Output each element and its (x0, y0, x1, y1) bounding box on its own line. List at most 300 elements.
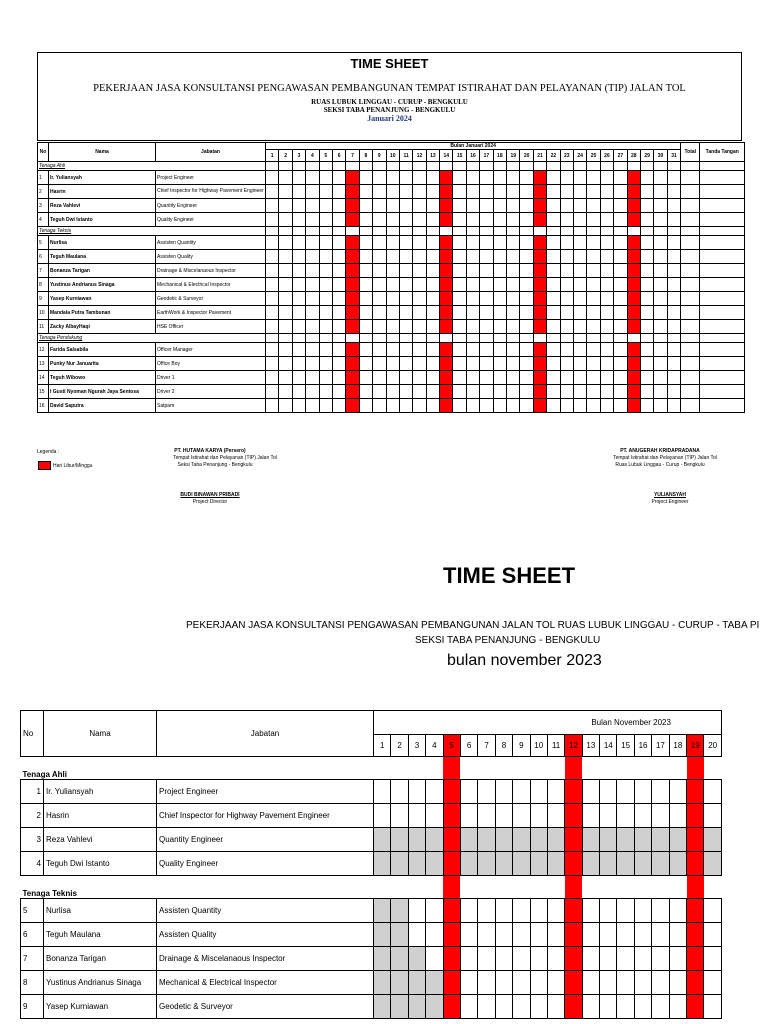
signature-cell[interactable] (700, 199, 745, 213)
attendance-cell[interactable] (507, 278, 520, 292)
attendance-cell[interactable] (266, 343, 279, 357)
attendance-cell[interactable] (373, 371, 386, 385)
attendance-cell[interactable] (654, 371, 667, 385)
attendance-cell[interactable] (332, 199, 345, 213)
attendance-cell[interactable] (399, 185, 412, 199)
attendance-cell[interactable] (587, 343, 600, 357)
attendance-cell[interactable] (640, 250, 653, 264)
attendance-cell[interactable] (513, 971, 530, 995)
attendance-cell[interactable] (547, 804, 564, 828)
attendance-cell[interactable] (614, 292, 627, 306)
holiday-cell[interactable] (440, 306, 453, 320)
attendance-cell[interactable] (408, 852, 425, 876)
attendance-cell[interactable] (640, 236, 653, 250)
attendance-cell[interactable] (391, 804, 408, 828)
attendance-cell[interactable] (587, 185, 600, 199)
attendance-cell[interactable] (495, 971, 512, 995)
attendance-cell[interactable] (408, 780, 425, 804)
attendance-cell[interactable] (614, 371, 627, 385)
attendance-cell[interactable] (667, 250, 681, 264)
attendance-cell[interactable] (587, 250, 600, 264)
attendance-cell[interactable] (359, 236, 372, 250)
attendance-cell[interactable] (359, 292, 372, 306)
attendance-cell[interactable] (654, 185, 667, 199)
attendance-cell[interactable] (413, 399, 426, 413)
attendance-cell[interactable] (374, 923, 391, 947)
attendance-cell[interactable] (587, 320, 600, 334)
attendance-cell[interactable] (573, 357, 586, 371)
attendance-cell[interactable] (640, 306, 653, 320)
attendance-cell[interactable] (399, 250, 412, 264)
attendance-cell[interactable] (614, 343, 627, 357)
holiday-cell[interactable] (565, 899, 582, 923)
attendance-cell[interactable] (513, 923, 530, 947)
attendance-cell[interactable] (426, 971, 443, 995)
attendance-cell[interactable] (640, 292, 653, 306)
attendance-cell[interactable] (547, 780, 564, 804)
attendance-cell[interactable] (413, 371, 426, 385)
holiday-cell[interactable] (346, 171, 359, 185)
attendance-cell[interactable] (408, 804, 425, 828)
holiday-cell[interactable] (346, 306, 359, 320)
attendance-cell[interactable] (332, 171, 345, 185)
attendance-cell[interactable] (654, 306, 667, 320)
attendance-cell[interactable] (292, 250, 305, 264)
attendance-cell[interactable] (266, 236, 279, 250)
attendance-cell[interactable] (495, 947, 512, 971)
attendance-cell[interactable] (669, 971, 686, 995)
attendance-cell[interactable] (652, 995, 669, 1019)
holiday-cell[interactable] (346, 343, 359, 357)
attendance-cell[interactable] (359, 385, 372, 399)
attendance-cell[interactable] (292, 306, 305, 320)
attendance-cell[interactable] (399, 236, 412, 250)
attendance-cell[interactable] (279, 292, 292, 306)
holiday-cell[interactable] (627, 399, 640, 413)
attendance-cell[interactable] (614, 171, 627, 185)
attendance-cell[interactable] (600, 971, 617, 995)
attendance-cell[interactable] (386, 185, 399, 199)
attendance-cell[interactable] (614, 185, 627, 199)
attendance-cell[interactable] (582, 852, 599, 876)
holiday-cell[interactable] (533, 399, 546, 413)
holiday-cell[interactable] (346, 236, 359, 250)
attendance-cell[interactable] (413, 213, 426, 227)
attendance-cell[interactable] (266, 357, 279, 371)
holiday-cell[interactable] (687, 852, 704, 876)
attendance-cell[interactable] (332, 185, 345, 199)
attendance-cell[interactable] (617, 780, 634, 804)
attendance-cell[interactable] (386, 357, 399, 371)
attendance-cell[interactable] (495, 923, 512, 947)
attendance-cell[interactable] (530, 947, 547, 971)
attendance-cell[interactable] (704, 995, 722, 1019)
attendance-cell[interactable] (332, 357, 345, 371)
attendance-cell[interactable] (600, 292, 613, 306)
attendance-cell[interactable] (507, 250, 520, 264)
holiday-cell[interactable] (565, 780, 582, 804)
holiday-cell[interactable] (346, 250, 359, 264)
attendance-cell[interactable] (391, 899, 408, 923)
attendance-cell[interactable] (654, 264, 667, 278)
attendance-cell[interactable] (640, 357, 653, 371)
attendance-cell[interactable] (373, 357, 386, 371)
attendance-cell[interactable] (573, 264, 586, 278)
attendance-cell[interactable] (478, 828, 495, 852)
attendance-cell[interactable] (426, 923, 443, 947)
attendance-cell[interactable] (654, 320, 667, 334)
attendance-cell[interactable] (466, 320, 479, 334)
attendance-cell[interactable] (634, 899, 651, 923)
attendance-cell[interactable] (408, 899, 425, 923)
attendance-cell[interactable] (426, 371, 439, 385)
attendance-cell[interactable] (399, 171, 412, 185)
holiday-cell[interactable] (627, 264, 640, 278)
attendance-cell[interactable] (614, 264, 627, 278)
attendance-cell[interactable] (507, 320, 520, 334)
attendance-cell[interactable] (292, 185, 305, 199)
holiday-cell[interactable] (627, 385, 640, 399)
attendance-cell[interactable] (374, 899, 391, 923)
attendance-cell[interactable] (667, 357, 681, 371)
attendance-cell[interactable] (652, 899, 669, 923)
holiday-cell[interactable] (346, 371, 359, 385)
holiday-cell[interactable] (440, 357, 453, 371)
holiday-cell[interactable] (687, 923, 704, 947)
attendance-cell[interactable] (391, 828, 408, 852)
holiday-cell[interactable] (443, 852, 460, 876)
attendance-cell[interactable] (466, 185, 479, 199)
attendance-cell[interactable] (617, 923, 634, 947)
attendance-cell[interactable] (453, 250, 466, 264)
attendance-cell[interactable] (547, 971, 564, 995)
attendance-cell[interactable] (359, 264, 372, 278)
attendance-cell[interactable] (652, 971, 669, 995)
holiday-cell[interactable] (443, 804, 460, 828)
attendance-cell[interactable] (547, 250, 560, 264)
attendance-cell[interactable] (704, 923, 722, 947)
holiday-cell[interactable] (443, 780, 460, 804)
attendance-cell[interactable] (600, 852, 617, 876)
attendance-cell[interactable] (652, 947, 669, 971)
attendance-cell[interactable] (547, 213, 560, 227)
attendance-cell[interactable] (667, 199, 681, 213)
attendance-cell[interactable] (373, 213, 386, 227)
attendance-cell[interactable] (466, 343, 479, 357)
attendance-cell[interactable] (292, 357, 305, 371)
attendance-cell[interactable] (582, 780, 599, 804)
attendance-cell[interactable] (560, 278, 573, 292)
holiday-cell[interactable] (346, 320, 359, 334)
attendance-cell[interactable] (493, 292, 506, 306)
attendance-cell[interactable] (266, 399, 279, 413)
attendance-cell[interactable] (426, 343, 439, 357)
attendance-cell[interactable] (319, 343, 332, 357)
attendance-cell[interactable] (654, 385, 667, 399)
attendance-cell[interactable] (704, 828, 722, 852)
holiday-cell[interactable] (443, 995, 460, 1019)
attendance-cell[interactable] (478, 780, 495, 804)
attendance-cell[interactable] (667, 399, 681, 413)
attendance-cell[interactable] (359, 250, 372, 264)
attendance-cell[interactable] (587, 292, 600, 306)
attendance-cell[interactable] (600, 828, 617, 852)
attendance-cell[interactable] (374, 995, 391, 1019)
attendance-cell[interactable] (587, 399, 600, 413)
attendance-cell[interactable] (560, 213, 573, 227)
attendance-cell[interactable] (332, 292, 345, 306)
attendance-cell[interactable] (600, 804, 617, 828)
attendance-cell[interactable] (600, 306, 613, 320)
attendance-cell[interactable] (560, 250, 573, 264)
attendance-cell[interactable] (573, 385, 586, 399)
attendance-cell[interactable] (319, 236, 332, 250)
attendance-cell[interactable] (279, 320, 292, 334)
attendance-cell[interactable] (399, 292, 412, 306)
attendance-cell[interactable] (374, 947, 391, 971)
attendance-cell[interactable] (413, 250, 426, 264)
attendance-cell[interactable] (426, 278, 439, 292)
holiday-cell[interactable] (440, 343, 453, 357)
attendance-cell[interactable] (373, 306, 386, 320)
attendance-cell[interactable] (332, 399, 345, 413)
attendance-cell[interactable] (266, 292, 279, 306)
holiday-cell[interactable] (346, 213, 359, 227)
attendance-cell[interactable] (520, 306, 533, 320)
attendance-cell[interactable] (426, 171, 439, 185)
attendance-cell[interactable] (530, 971, 547, 995)
attendance-cell[interactable] (587, 264, 600, 278)
attendance-cell[interactable] (306, 292, 319, 306)
holiday-cell[interactable] (346, 264, 359, 278)
attendance-cell[interactable] (600, 899, 617, 923)
attendance-cell[interactable] (480, 385, 493, 399)
attendance-cell[interactable] (573, 250, 586, 264)
attendance-cell[interactable] (530, 899, 547, 923)
attendance-cell[interactable] (306, 320, 319, 334)
attendance-cell[interactable] (408, 947, 425, 971)
attendance-cell[interactable] (266, 185, 279, 199)
attendance-cell[interactable] (600, 171, 613, 185)
holiday-cell[interactable] (440, 371, 453, 385)
attendance-cell[interactable] (582, 899, 599, 923)
attendance-cell[interactable] (292, 371, 305, 385)
attendance-cell[interactable] (460, 899, 477, 923)
attendance-cell[interactable] (654, 343, 667, 357)
attendance-cell[interactable] (617, 828, 634, 852)
attendance-cell[interactable] (279, 399, 292, 413)
holiday-cell[interactable] (346, 385, 359, 399)
attendance-cell[interactable] (359, 171, 372, 185)
attendance-cell[interactable] (426, 320, 439, 334)
attendance-cell[interactable] (493, 371, 506, 385)
attendance-cell[interactable] (332, 236, 345, 250)
attendance-cell[interactable] (667, 213, 681, 227)
attendance-cell[interactable] (426, 852, 443, 876)
attendance-cell[interactable] (640, 278, 653, 292)
attendance-cell[interactable] (617, 947, 634, 971)
attendance-cell[interactable] (306, 213, 319, 227)
holiday-cell[interactable] (627, 250, 640, 264)
attendance-cell[interactable] (453, 385, 466, 399)
attendance-cell[interactable] (319, 320, 332, 334)
attendance-cell[interactable] (466, 264, 479, 278)
signature-cell[interactable] (700, 292, 745, 306)
attendance-cell[interactable] (600, 343, 613, 357)
attendance-cell[interactable] (319, 199, 332, 213)
attendance-cell[interactable] (279, 236, 292, 250)
attendance-cell[interactable] (667, 264, 681, 278)
holiday-cell[interactable] (565, 923, 582, 947)
attendance-cell[interactable] (466, 199, 479, 213)
holiday-cell[interactable] (565, 947, 582, 971)
holiday-cell[interactable] (627, 371, 640, 385)
attendance-cell[interactable] (495, 828, 512, 852)
attendance-cell[interactable] (634, 804, 651, 828)
holiday-cell[interactable] (443, 899, 460, 923)
attendance-cell[interactable] (560, 264, 573, 278)
attendance-cell[interactable] (547, 185, 560, 199)
holiday-cell[interactable] (443, 828, 460, 852)
attendance-cell[interactable] (359, 306, 372, 320)
attendance-cell[interactable] (573, 278, 586, 292)
attendance-cell[interactable] (547, 292, 560, 306)
attendance-cell[interactable] (614, 385, 627, 399)
attendance-cell[interactable] (386, 264, 399, 278)
attendance-cell[interactable] (493, 213, 506, 227)
attendance-cell[interactable] (560, 199, 573, 213)
attendance-cell[interactable] (560, 357, 573, 371)
attendance-cell[interactable] (399, 343, 412, 357)
attendance-cell[interactable] (306, 357, 319, 371)
attendance-cell[interactable] (652, 804, 669, 828)
attendance-cell[interactable] (386, 213, 399, 227)
attendance-cell[interactable] (480, 320, 493, 334)
attendance-cell[interactable] (667, 185, 681, 199)
attendance-cell[interactable] (460, 995, 477, 1019)
attendance-cell[interactable] (426, 995, 443, 1019)
attendance-cell[interactable] (669, 947, 686, 971)
attendance-cell[interactable] (306, 343, 319, 357)
attendance-cell[interactable] (466, 306, 479, 320)
attendance-cell[interactable] (520, 343, 533, 357)
attendance-cell[interactable] (466, 278, 479, 292)
attendance-cell[interactable] (386, 343, 399, 357)
attendance-cell[interactable] (306, 385, 319, 399)
attendance-cell[interactable] (480, 371, 493, 385)
attendance-cell[interactable] (386, 371, 399, 385)
attendance-cell[interactable] (495, 995, 512, 1019)
attendance-cell[interactable] (520, 171, 533, 185)
attendance-cell[interactable] (704, 899, 722, 923)
attendance-cell[interactable] (617, 804, 634, 828)
holiday-cell[interactable] (533, 264, 546, 278)
holiday-cell[interactable] (533, 250, 546, 264)
attendance-cell[interactable] (600, 371, 613, 385)
attendance-cell[interactable] (600, 278, 613, 292)
attendance-cell[interactable] (640, 320, 653, 334)
attendance-cell[interactable] (480, 250, 493, 264)
attendance-cell[interactable] (391, 852, 408, 876)
attendance-cell[interactable] (507, 236, 520, 250)
holiday-cell[interactable] (533, 199, 546, 213)
holiday-cell[interactable] (440, 199, 453, 213)
attendance-cell[interactable] (560, 171, 573, 185)
attendance-cell[interactable] (530, 923, 547, 947)
holiday-cell[interactable] (533, 213, 546, 227)
attendance-cell[interactable] (413, 185, 426, 199)
attendance-cell[interactable] (614, 320, 627, 334)
attendance-cell[interactable] (306, 171, 319, 185)
holiday-cell[interactable] (627, 343, 640, 357)
attendance-cell[interactable] (582, 971, 599, 995)
attendance-cell[interactable] (478, 852, 495, 876)
attendance-cell[interactable] (453, 306, 466, 320)
attendance-cell[interactable] (587, 371, 600, 385)
attendance-cell[interactable] (513, 995, 530, 1019)
holiday-cell[interactable] (687, 828, 704, 852)
attendance-cell[interactable] (573, 292, 586, 306)
attendance-cell[interactable] (266, 306, 279, 320)
attendance-cell[interactable] (507, 385, 520, 399)
attendance-cell[interactable] (373, 399, 386, 413)
attendance-cell[interactable] (634, 828, 651, 852)
attendance-cell[interactable] (600, 780, 617, 804)
attendance-cell[interactable] (669, 899, 686, 923)
attendance-cell[interactable] (547, 995, 564, 1019)
attendance-cell[interactable] (292, 320, 305, 334)
attendance-cell[interactable] (413, 171, 426, 185)
attendance-cell[interactable] (704, 971, 722, 995)
attendance-cell[interactable] (560, 385, 573, 399)
attendance-cell[interactable] (279, 250, 292, 264)
attendance-cell[interactable] (520, 320, 533, 334)
attendance-cell[interactable] (478, 947, 495, 971)
attendance-cell[interactable] (413, 320, 426, 334)
attendance-cell[interactable] (587, 199, 600, 213)
attendance-cell[interactable] (582, 828, 599, 852)
attendance-cell[interactable] (480, 306, 493, 320)
attendance-cell[interactable] (507, 371, 520, 385)
attendance-cell[interactable] (359, 399, 372, 413)
attendance-cell[interactable] (460, 780, 477, 804)
attendance-cell[interactable] (669, 995, 686, 1019)
attendance-cell[interactable] (279, 213, 292, 227)
attendance-cell[interactable] (640, 371, 653, 385)
attendance-cell[interactable] (453, 320, 466, 334)
attendance-cell[interactable] (493, 399, 506, 413)
attendance-cell[interactable] (413, 357, 426, 371)
attendance-cell[interactable] (386, 292, 399, 306)
signature-cell[interactable] (700, 213, 745, 227)
attendance-cell[interactable] (279, 278, 292, 292)
attendance-cell[interactable] (614, 213, 627, 227)
attendance-cell[interactable] (634, 780, 651, 804)
attendance-cell[interactable] (319, 278, 332, 292)
attendance-cell[interactable] (266, 213, 279, 227)
attendance-cell[interactable] (386, 171, 399, 185)
attendance-cell[interactable] (292, 213, 305, 227)
holiday-cell[interactable] (687, 804, 704, 828)
attendance-cell[interactable] (634, 947, 651, 971)
attendance-cell[interactable] (582, 804, 599, 828)
attendance-cell[interactable] (669, 923, 686, 947)
holiday-cell[interactable] (440, 292, 453, 306)
attendance-cell[interactable] (520, 278, 533, 292)
attendance-cell[interactable] (266, 278, 279, 292)
holiday-cell[interactable] (440, 185, 453, 199)
attendance-cell[interactable] (332, 306, 345, 320)
